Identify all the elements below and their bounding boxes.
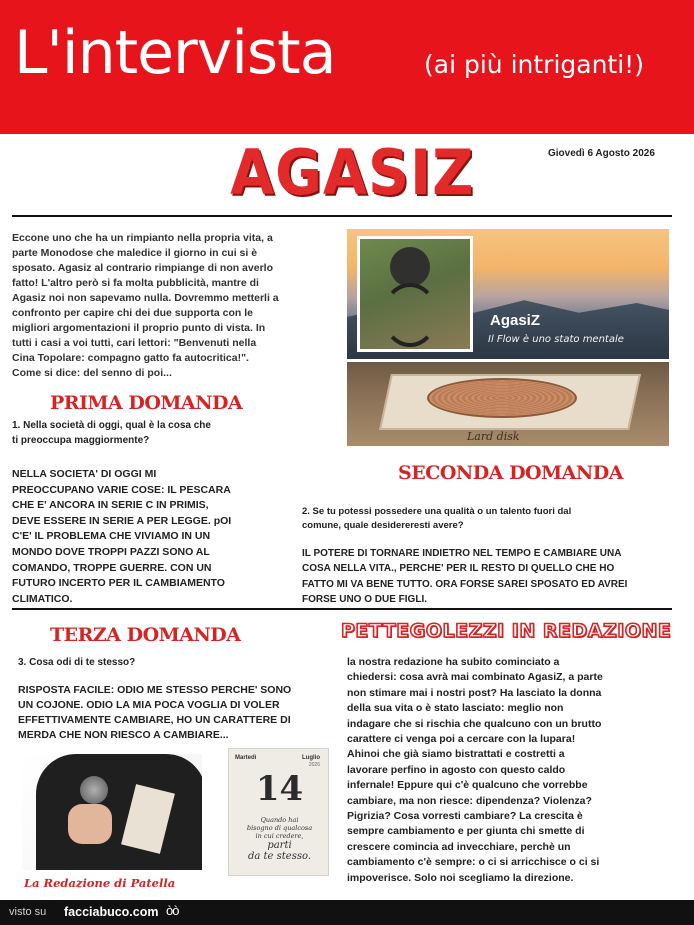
masthead <box>220 136 475 212</box>
calendar-day-number: 14 <box>255 769 304 809</box>
intro-line: fatto! L'altro però si fa molta pubblicità, mantre di <box>12 277 259 289</box>
intro-line: parte Monodose che maledice il giorno in cui si è <box>12 247 258 259</box>
q3-question: 3. Cosa odi di te stesso? <box>18 657 136 668</box>
gossip-line: non stimare mai i nostri post? Ha lasciato la donna <box>347 686 602 699</box>
q1-question <box>12 418 332 448</box>
q1-answer <box>12 467 332 607</box>
profile-tagline: Il Flow è uno stato mentale <box>488 334 624 345</box>
q1-title: PRIMA DOMANDA <box>50 392 243 414</box>
q1-answer-line: FUTURO INCERTO PER IL CAMBIAMENTO <box>12 577 225 590</box>
intro-paragraph <box>12 231 336 381</box>
gossip-line: sempre cambiamento e per giunta chi smette di <box>347 825 585 838</box>
calendar-weekday: Martedì <box>235 755 257 761</box>
footer-label: visto su <box>9 906 47 918</box>
q2-answer-line: FORSE UNO O DUE FIGLI. <box>302 593 428 605</box>
intro-line: migliori argomentazioni il proprio punto di vista. In <box>12 322 266 334</box>
gossip-line: cambiamento c'è sempre: o ci si arricchisce o ci si <box>347 856 600 869</box>
hand-icon <box>68 804 112 844</box>
q3-answer-line: RISPOSTA FACILE: ODIO ME STESSO PERCHE' SONO <box>18 684 292 696</box>
q1-answer-line: NELLA SOCIETA' DI OGGI MI <box>12 468 157 480</box>
footer-site-link[interactable]: facciabuco.com <box>64 905 159 919</box>
q2-question-line: 2. Se tu potessi possedere una qualità o un talento fuori dal <box>302 506 572 517</box>
person-silhouette <box>36 754 202 870</box>
q2-question <box>302 505 682 533</box>
calendar-quote <box>239 816 320 862</box>
gossip-line: Ahinoi che già siamo bistrattati e costretti a <box>347 748 565 761</box>
record-disc-icon <box>427 378 577 418</box>
calendar-quote-line: bisogno di qualcosa <box>246 824 313 832</box>
q2-answer-line: IL POTERE DI TORNARE INDIETRO NEL TEMPO E CAMBIARE UNA <box>302 548 622 559</box>
gossip-line: infernale! Eppure qui c'è qualcuno che vorrebbe <box>347 779 588 792</box>
intro-line: Eccone uno che ha un rimpianto nella propria vita, a <box>12 232 273 244</box>
gossip-line: chiedersi: cosa avrà mai combinato AgasiZ, a parte <box>347 671 603 684</box>
q3-title: TERZA DOMANDA <box>50 624 241 646</box>
calendar-quote-line: parti <box>267 840 292 851</box>
calendar-month: Luglio <box>302 755 320 761</box>
bike-icon <box>382 283 438 347</box>
q1-answer-line: COMANDO, TROPPE GUERRE. CON UN <box>12 561 212 574</box>
q2-answer-line: FATTO MI VA BENE TUTTO. ORA FORSE SAREI SPOSATO ED AVREI <box>302 578 628 590</box>
q1-answer-line: PREOCCUPANO VARIE COSE: IL PESCARA <box>12 483 231 496</box>
intro-line: Agasiz noi non sapevamo nulla. Dovremmo metterli a <box>12 292 279 304</box>
gossip-line: Pigrizia? Cosa vorresti cambiare? La crescita è <box>347 810 583 823</box>
header-banner <box>0 0 694 134</box>
gossip-line: cambiare, ma non riesce: dipendenza? Violenza? <box>347 794 592 807</box>
gossip-title: PETTEGOLEZZI IN REDAZIONE <box>341 620 672 642</box>
gossip-line: crescere comincia ad invecchiare, perchè un <box>347 840 571 853</box>
q1-answer-line: C'E' IL PROBLEMA CHE VIVIAMO IN UN <box>12 530 211 543</box>
middle-divider <box>12 608 672 610</box>
gossip-line: indagare che si rischia che qualcuno con un brutto <box>347 717 602 730</box>
intro-line: tutti i casi a voi tutti, cari lettori: "Benvenuti nella <box>12 337 257 349</box>
mountain-bike-photo <box>357 236 473 352</box>
record-caption: Lard disk <box>467 430 520 443</box>
calendar-year: 2026 <box>308 762 320 768</box>
issue-date: Giovedì 6 Agosto 2026 <box>548 148 655 159</box>
intro-line: Cina Topolare: compagno gatto fa autocritica!". <box>12 352 249 364</box>
calendar-quote-line: da te stesso. <box>247 851 311 862</box>
q2-answer <box>302 546 687 607</box>
intro-line: sposato. Agasiz al contrario rimpiange di non averlo <box>12 262 273 274</box>
gossip-paragraph <box>347 655 677 886</box>
calendar-quote-line: Quando hai <box>260 816 299 824</box>
gossip-line: carattere ci venga poi a cercare con la lupara! <box>347 733 576 746</box>
banner-title: L'intervista <box>14 18 336 88</box>
q2-title: SECONDA DOMANDA <box>398 462 623 484</box>
gossip-line: lavorare perfino in agosto con questo caldo <box>347 763 566 776</box>
q2-answer-line: COSA NELLA VITA., PERCHE' PER IL RESTO DI QUELLO CHE HO <box>302 563 615 575</box>
q3-answer-line: UN COJONE. ODIO LA MIA POCA VOGLIA DI VOLER <box>18 699 280 711</box>
q1-question-line: ti preoccupa maggiormente? <box>12 435 150 446</box>
gossip-line: la nostra redazione ha subito cominciato a <box>347 656 560 668</box>
q1-answer-line: DEVE ESSERE IN SERIE A PER LEGGE. pOI <box>12 514 232 527</box>
banner-subtitle: (ai più intriganti!) <box>424 50 644 79</box>
masthead-title: AGASIZ <box>230 136 475 209</box>
calendar-quote-line: in cui credere, <box>255 832 304 840</box>
q1-answer-line: CLIMATICO. <box>12 592 73 605</box>
q3-answer-line: MERDA CHE NON RIESCO A CAMBIARE... <box>18 729 229 741</box>
microphone-photo <box>22 754 202 870</box>
q1-question-line: 1. Nella società di oggi, qual è la cosa che <box>12 420 211 431</box>
calendar-page <box>228 748 329 876</box>
photo-caption: La Redazione di Patella <box>24 876 176 890</box>
q2-question-line: comune, quale desidereresti avere? <box>302 520 464 531</box>
intro-line: Come si dice: del senno di poi... <box>12 367 172 379</box>
intro-line: confronto per capire chi dei due supporta con le <box>12 307 253 319</box>
q3-answer-line: EFFETTIVAMENTE CAMBIARE, HO UN CARATTERE DI <box>18 714 291 726</box>
profile-name: AgasiZ <box>490 312 541 329</box>
gossip-line: della sua vita o è stato lasciato: meglio non <box>347 702 564 715</box>
q1-answer-line: MONDO DOVE TROPPI PAZZI SONO AL <box>12 545 210 558</box>
gossip-line: impoverisce. Solo noi scegliamo la direzione. <box>347 871 574 884</box>
q3-answer <box>18 683 328 743</box>
top-divider <box>12 215 672 217</box>
microphone-icon <box>80 776 108 804</box>
q1-answer-line: CHE E' ANCORA IN SERIE C IN PRIMIS, <box>12 499 209 512</box>
eyes-icon: òò <box>166 903 179 918</box>
footer-bar <box>0 900 694 925</box>
rider-icon <box>390 247 430 287</box>
